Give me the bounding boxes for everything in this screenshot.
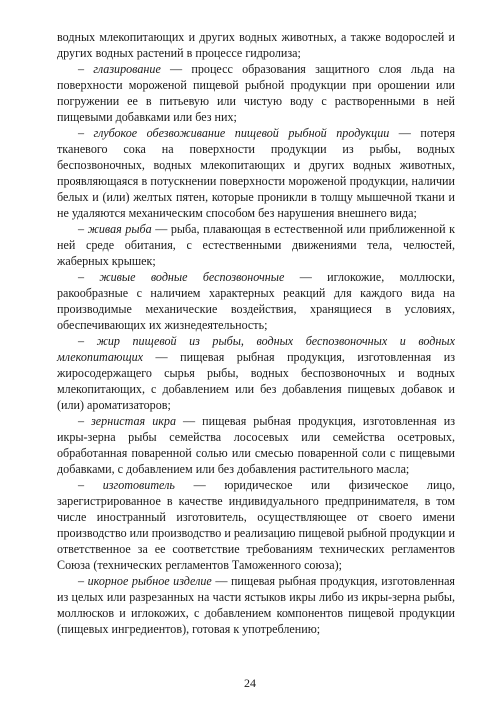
definition: — иглокожие, моллюски, ракообразные с наличием характерных реакций для каждого вида на производимые механические воздействия, хранящиеся в условиях, обеспечивающих их жизнедеятельность;	[57, 270, 455, 332]
paragraph	[57, 61, 455, 125]
definition: — процесс образования защитного слоя льда на поверхности мороженой пищевой рыбной продукции при орошении или погружении ее в питьевую или чистую воду с растворенными в ней пищевыми добавками или без них;	[57, 62, 455, 124]
body-text	[57, 29, 455, 637]
paragraph	[57, 333, 455, 413]
term: икорное рыбное изделие	[87, 574, 212, 588]
paragraph	[57, 269, 455, 333]
definition: — пищевая рыбная продукция, изготовленная из целых или разрезанных на части ястыков икры либо из икры-зерна рыбы, моллюсков и иглокожих, с добавлением компонентов пищевой продукции (пищевых ингредиентов), готовая к употреблению;	[57, 574, 455, 636]
paragraph	[57, 573, 455, 637]
term: жир пищевой из рыбы, водных беспозвоночных и водных млекопитающих	[57, 334, 455, 364]
dash: –	[78, 574, 88, 588]
dash: –	[78, 478, 103, 492]
paragraph	[57, 477, 455, 573]
term: живые водные беспозвоночные	[99, 270, 285, 284]
paragraph	[57, 413, 455, 477]
page-number: 24	[244, 676, 256, 690]
definition: — юридическое или физическое лицо, зарегистрированное в качестве индивидуального предпринимателя, в том числе иностранный изготовитель, осуществляющее от своего имени производство или производство и реализацию пищевой рыбной продукции и ответственное за ее соответствие требованиям технических регламентов Союза (технических регламентов Таможенного союза);	[57, 478, 455, 572]
paragraph-text: водных млекопитающих и других водных животных, а также водорослей и других водных растений в процессе гидролиза;	[57, 30, 455, 60]
term: изготовитель	[102, 478, 175, 492]
paragraph	[57, 125, 455, 221]
dash: –	[78, 126, 94, 140]
term: живая рыба	[87, 222, 152, 236]
dash: –	[78, 414, 92, 428]
definition: — рыба, плавающая в естественной или приближенной к ней среде обитания, с естественными движениями тела, челюстей, жаберных крышек;	[57, 222, 455, 268]
definition: — потеря тканевого сока на поверхности продукции из рыбы, водных беспозвоночных, водных млекопитающих и других водных животных, проявляющаяся в потускнении поверхности мороженой продукции, наличии белых и (или) желтых пятен, которые проникли в толщу мышечной ткани и не удаляются механическим способом без нарушения внешнего вида;	[57, 126, 456, 220]
dash: –	[78, 270, 100, 284]
dash: –	[78, 222, 88, 236]
paragraph	[57, 221, 455, 269]
definition: — пищевая рыбная продукция, изготовленная из икры-зерна рыбы семейства лососевых или семейства осетровых, обработанная поваренной солью или смесью поваренной соли с пищевыми добавками, с добавлением или без добавления растительного масла;	[57, 414, 455, 476]
dash: –	[78, 334, 97, 348]
term: зернистая икра	[91, 414, 177, 428]
term: глазирование	[93, 62, 161, 76]
definition: — пищевая рыбная продукция, изготовленная из жиросодержащего сырья рыбы, водных беспозвоночных и водных млекопитающих, с добавлением или без добавления пищевых добавок и (или) ароматизаторов;	[57, 350, 455, 412]
dash: –	[78, 62, 94, 76]
paragraph	[57, 29, 455, 61]
term: глубокое обезвоживание пищевой рыбной продукции	[93, 126, 390, 140]
